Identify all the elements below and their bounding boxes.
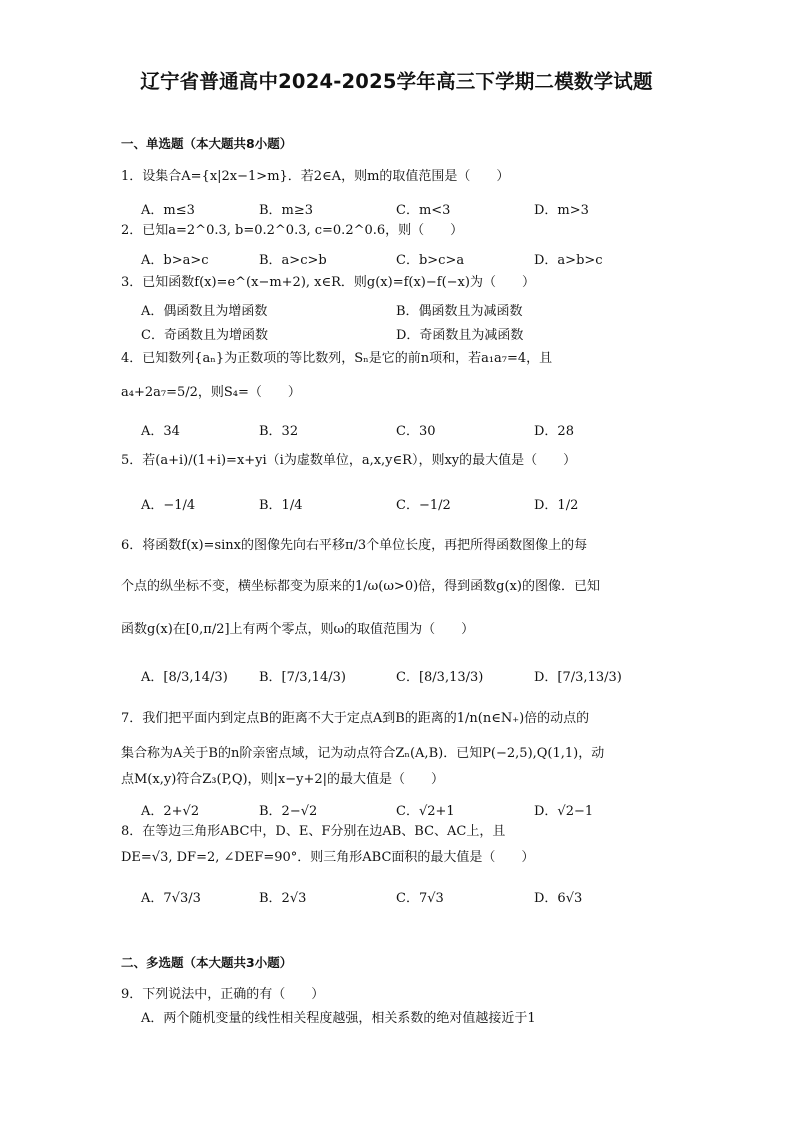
question-6-stem-line3: 函数g(x)在[0,π/2]上有两个零点，则ω的取值范围为（ ） (121, 622, 475, 637)
q5-option-b[interactable]: B．1/4 (259, 498, 303, 513)
q7-option-a[interactable]: A．2+√2 (141, 804, 200, 819)
question-6-stem-line1: 6．将函数f(x)=sinx的图像先向右平移π/3个单位长度，再把所得函数图像上的每 (121, 538, 588, 553)
question-8-stem-line2: DE=√3, DF=2, ∠DEF=90°．则三角形ABC面积的最大值是（ ） (121, 850, 535, 865)
q1-option-d[interactable]: D．m>3 (534, 203, 589, 218)
q4-option-d[interactable]: D．28 (534, 424, 574, 439)
section-heading-single-choice: 一、单选题（本大题共8小题） (121, 136, 293, 151)
question-4-stem-line2: a₄+2a₇=5/2，则S₄=（ ） (121, 385, 301, 400)
q1-option-c[interactable]: C．m<3 (396, 203, 451, 218)
q2-option-a[interactable]: A．b>a>c (141, 253, 209, 268)
question-7-stem-line2: 集合称为A关于B的n阶亲密点域，记为动点符合Zₙ(A,B)．已知P(−2,5),Q(1,1)，动 (121, 746, 605, 761)
question-5-stem: 5．若(a+i)/(1+i)=x+yi（i为虚数单位，a,x,y∈R），则xy的最大值是（ ） (121, 453, 577, 468)
q6-option-b[interactable]: B．[7/3,14/3) (259, 670, 346, 685)
q1-option-b[interactable]: B．m≥3 (259, 203, 314, 218)
page-title: 辽宁省普通高中2024-2025学年高三下学期二模数学试题 (140, 70, 653, 93)
q1-option-a[interactable]: A．m≤3 (141, 203, 195, 218)
q9-option-a[interactable]: A．两个随机变量的线性相关程度越强，相关系数的绝对值越接近于1 (141, 1011, 536, 1026)
question-1-stem: 1．设集合A={x|2x−1>m}．若2∈A，则m的取值范围是（ ） (121, 169, 510, 184)
q3-option-d[interactable]: D．奇函数且为减函数 (396, 328, 524, 343)
q2-option-d[interactable]: D．a>b>c (534, 253, 603, 268)
q6-option-c[interactable]: C．[8/3,13/3) (396, 670, 484, 685)
question-6-stem-line2: 个点的纵坐标不变，横坐标都变为原来的1/ω(ω>0)倍，得到函数g(x)的图像．已知 (121, 579, 600, 594)
question-9-stem: 9．下列说法中，正确的有（ ） (121, 987, 325, 1002)
question-4-stem-line1: 4．已知数列{aₙ}为正数项的等比数列，Sₙ是它的前n项和，若a₁a₇=4，且 (121, 351, 553, 366)
question-7-stem-line1: 7．我们把平面内到定点B的距离不大于定点A到B的距离的1/n(n∈N₊)倍的动点的 (121, 711, 590, 726)
q8-option-a[interactable]: A．7√3/3 (141, 891, 201, 906)
q2-option-c[interactable]: C．b>c>a (396, 253, 465, 268)
q3-option-a[interactable]: A．偶函数且为增函数 (141, 304, 268, 319)
question-3-stem: 3．已知函数f(x)=e^(x−m+2), x∈R．则g(x)=f(x)−f(−x)为（ ） (121, 275, 535, 290)
q8-option-b[interactable]: B．2√3 (259, 891, 307, 906)
q8-option-c[interactable]: C．7√3 (396, 891, 444, 906)
q3-option-b[interactable]: B．偶函数且为减函数 (396, 304, 523, 319)
q3-option-c[interactable]: C．奇函数且为增函数 (141, 328, 268, 343)
q8-option-d[interactable]: D．6√3 (534, 891, 583, 906)
q7-option-d[interactable]: D．√2−1 (534, 804, 594, 819)
q2-option-b[interactable]: B．a>c>b (259, 253, 327, 268)
q5-option-d[interactable]: D．1/2 (534, 498, 579, 513)
q7-option-b[interactable]: B．2−√2 (259, 804, 318, 819)
q6-option-d[interactable]: D．[7/3,13/3) (534, 670, 622, 685)
q4-option-b[interactable]: B．32 (259, 424, 299, 439)
section-heading-multiple-choice: 二、多选题（本大题共3小题） (121, 955, 293, 970)
q4-option-a[interactable]: A．34 (141, 424, 180, 439)
q5-option-a[interactable]: A．−1/4 (141, 498, 196, 513)
question-2-stem: 2．已知a=2^0.3, b=0.2^0.3, c=0.2^0.6，则（ ） (121, 223, 464, 238)
q6-option-a[interactable]: A．[8/3,14/3) (141, 670, 228, 685)
q4-option-c[interactable]: C．30 (396, 424, 436, 439)
q5-option-c[interactable]: C．−1/2 (396, 498, 451, 513)
q7-option-c[interactable]: C．√2+1 (396, 804, 455, 819)
question-7-stem-line3: 点M(x,y)符合Z₃(P,Q)，则|x−y+2|的最大值是（ ） (121, 772, 445, 787)
question-8-stem-line1: 8．在等边三角形ABC中，D、E、F分别在边AB、BC、AC上，且 (121, 824, 506, 839)
